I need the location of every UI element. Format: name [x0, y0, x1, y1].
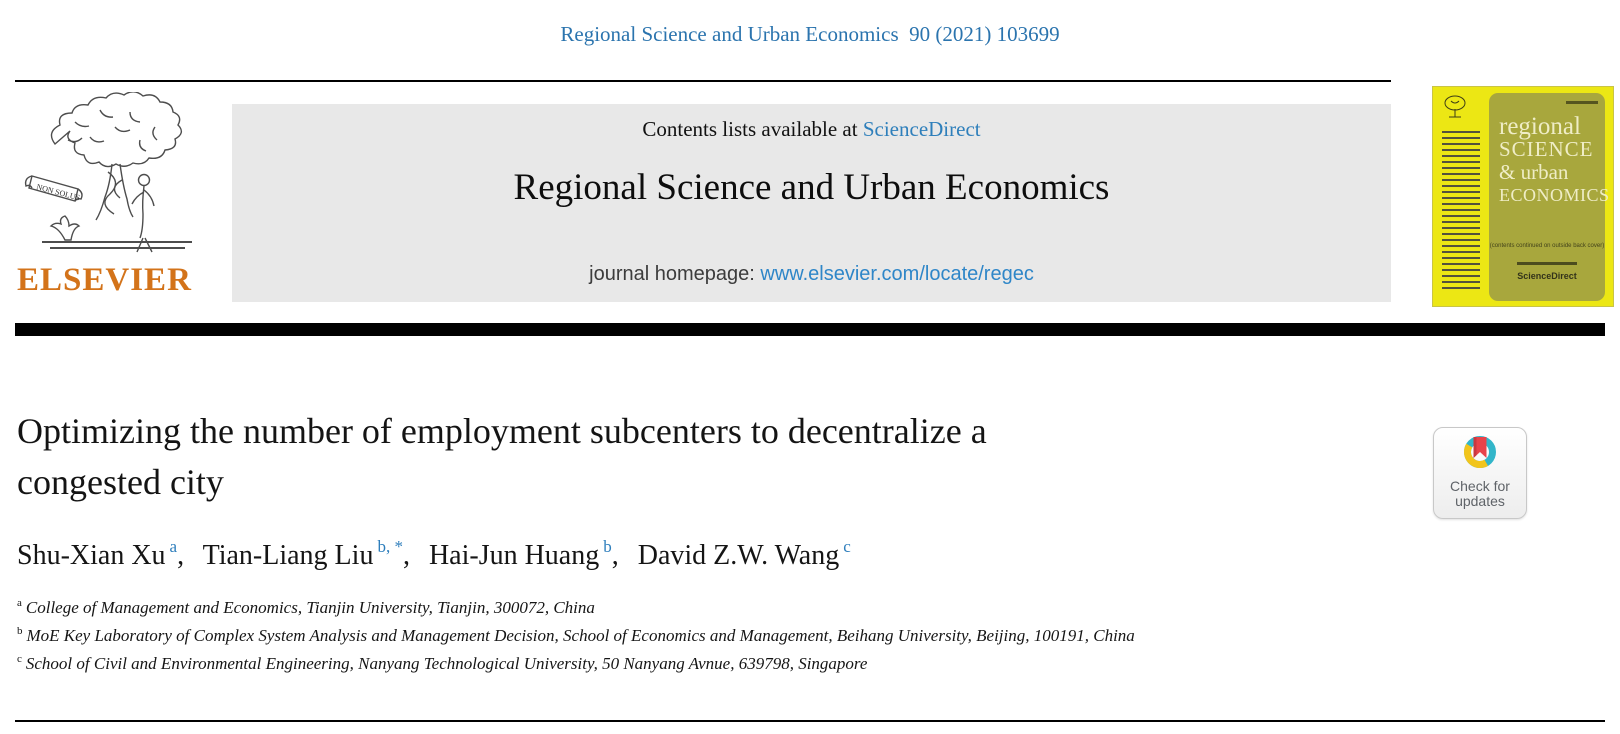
elsevier-logo — [15, 90, 227, 302]
author-separator: , — [177, 540, 185, 571]
affiliation-text: College of Management and Economics, Tianjin University, Tianjin, 300072, China — [25, 598, 595, 617]
cover-back-note: (contents continued on outside back cover) — [1489, 243, 1605, 249]
contents-prefix: Contents lists available at — [642, 117, 863, 141]
section-divider-bar — [15, 323, 1605, 336]
check-updates-line1: Check for — [1450, 478, 1510, 494]
article-title-line2: congested city — [17, 462, 224, 502]
elsevier-motto: NON SOLUS — [35, 182, 81, 203]
author-separator: , — [611, 540, 619, 571]
author — [637, 537, 851, 571]
author-separator: , — [402, 540, 410, 571]
affiliation-text: MoE Key Laboratory of Complex System Analysis and Management Decision, School of Economics and Management, Beihang University, Beijing, 100191, China — [26, 626, 1135, 645]
check-for-updates-badge[interactable] — [1433, 427, 1527, 519]
author — [428, 537, 619, 571]
check-updates-line2: updates — [1455, 493, 1505, 509]
homepage-url-link[interactable]: www.elsevier.com/locate/regec — [760, 263, 1034, 285]
affiliation — [17, 626, 1467, 646]
author-affiliation-sup: b — [603, 537, 612, 556]
header-rule — [15, 80, 1391, 82]
cover-title-panel — [1489, 93, 1610, 301]
author — [202, 537, 410, 571]
affiliation-sup: b — [17, 625, 23, 637]
elsevier-tree-icon — [20, 92, 215, 262]
journal-title: Regional Science and Urban Economics — [513, 167, 1110, 208]
cover-elsevier-mini-icon — [1443, 95, 1467, 121]
crossmark-icon — [1456, 432, 1504, 474]
cover-journal-title — [1499, 115, 1610, 207]
article-title — [17, 406, 1317, 508]
cover-title-line: & urban — [1499, 160, 1569, 184]
affiliation — [17, 654, 1467, 674]
author — [17, 537, 185, 571]
affiliation-text: School of Civil and Environmental Engineering, Nanyang Technological University, 50 Nanyang Avnue, 639798, Singapore — [25, 654, 868, 673]
cover-title-line: SCIENCE — [1499, 137, 1594, 161]
author-name: Hai-Jun Huang — [428, 540, 600, 571]
check-updates-label — [1434, 479, 1526, 509]
affiliation — [17, 598, 1467, 618]
cover-issn — [1566, 101, 1598, 104]
journal-cover-thumbnail — [1433, 87, 1613, 306]
affiliation-sup: a — [17, 597, 22, 609]
author-name: Tian-Liang Liu — [202, 540, 374, 571]
author-name: Shu-Xian Xu — [17, 540, 166, 571]
author-name: David Z.W. Wang — [637, 540, 840, 571]
cover-editors-list — [1442, 131, 1480, 291]
elsevier-wordmark: ELSEVIER — [17, 262, 192, 298]
author-affiliation-sup: a — [169, 537, 178, 556]
author-affiliation-sup: b, * — [377, 537, 403, 556]
homepage-prefix: journal homepage: — [589, 263, 761, 285]
contents-line — [232, 117, 1391, 142]
article-title-line1: Optimizing the number of employment subcenters to decentralize a — [17, 411, 987, 451]
author-list — [17, 537, 863, 572]
cover-available-online-bar — [1517, 262, 1577, 265]
journal-masthead — [232, 104, 1391, 302]
author-affiliation-sup: c — [843, 537, 851, 556]
cover-title-line: ECONOMICS — [1499, 185, 1610, 205]
journal-citation: Regional Science and Urban Economics 90 (2021) 103699 — [560, 22, 1060, 46]
homepage-line — [232, 263, 1391, 286]
affiliation-sup: c — [17, 653, 22, 665]
sciencedirect-link[interactable]: ScienceDirect — [862, 117, 981, 141]
cover-title-line: regional — [1499, 113, 1581, 140]
affiliations — [17, 598, 1467, 682]
footer-rule — [15, 720, 1605, 722]
cover-sciencedirect-brand: ScienceDirect — [1517, 271, 1577, 281]
